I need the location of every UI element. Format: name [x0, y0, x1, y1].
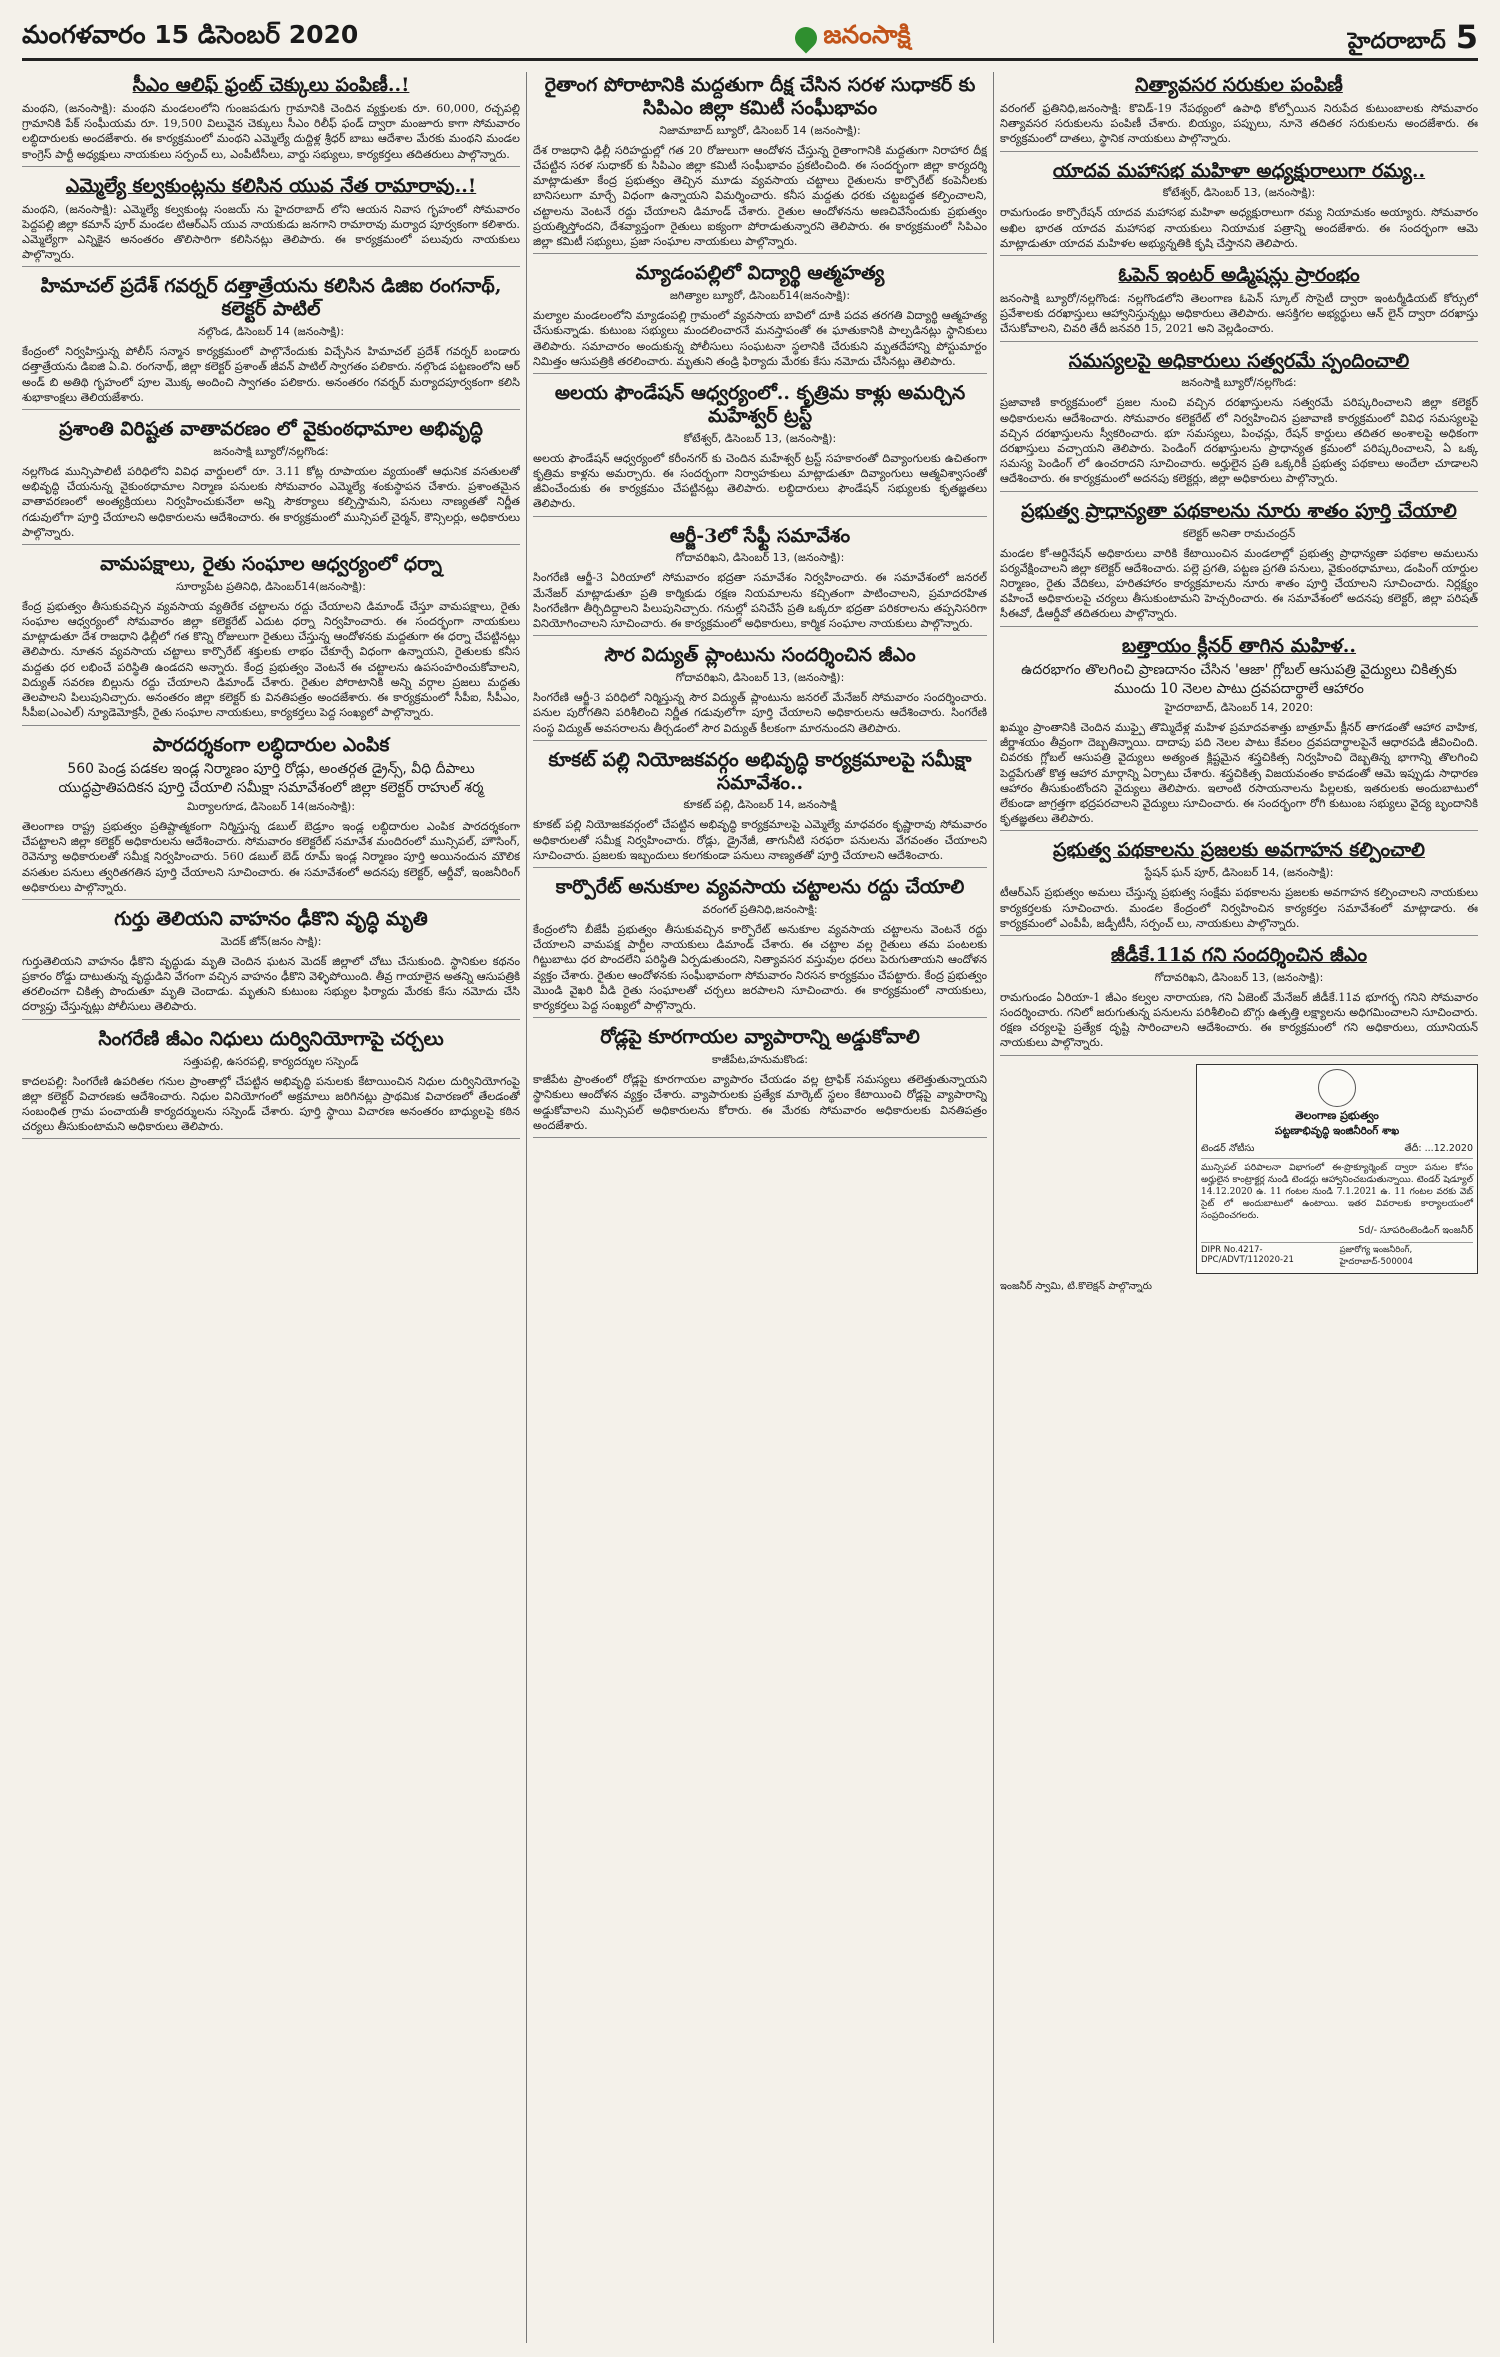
paper-name: జనంసాక్షి — [823, 20, 911, 49]
notice-department: పట్టణాభివృద్ధి ఇంజినీరింగ్ శాఖ — [1274, 1124, 1400, 1137]
notice-ref: DIPR No.4217-DPC/ADVT/112020-21 — [1201, 1245, 1294, 1266]
article-body: సింగరేణి ఆర్జీ-3 పరిధిలో నిర్మిస్తున్న సౌర విద్యుత్ ప్లాంటును జనరల్ మేనేజర్ సోమవారం సందర్శించారు. పనుల పురోగతిని పరిశీలించి నిర్ణీత గడువులోగా పూర్తి చేయాలని అధికారులను ఆదేశించారు. సింగరేణి సంస్థ విద్యుత్ అవసరాలను తీర్చడంలో సౌర విద్యుత్ కీలకంగా మారనుందని తెలిపారు. — [533, 691, 987, 735]
page-number: 5 — [1455, 17, 1478, 56]
column-center — [533, 72, 987, 2343]
article-dateline: కోటేశ్వర్, డిసెంబర్ 13, (జనంసాక్షి): — [1162, 186, 1316, 200]
article-headline: సమస్యలపై అధికారులు సత్వరమే స్పందించాలి — [1068, 349, 1410, 372]
notice-office: ప్రజారోగ్య ఇంజనీరింగ్, హైదరాబాద్-500004 — [1339, 1245, 1413, 1268]
news-article — [533, 262, 987, 374]
article-dateline: గోదావరిఖని, డిసెంబర్ 13, (జనంసాక్షి): — [675, 671, 845, 685]
article-headline: వామపక్షాలు, రైతు సంఘాల ఆధ్వర్యంలో ధర్నా — [100, 552, 442, 575]
news-article — [1000, 944, 1478, 1056]
page-header — [22, 18, 1478, 61]
article-headline: గుర్తు తెలియని వాహనం ఢీకొని వృద్ధి మృతి — [114, 907, 428, 930]
article-headline: రోడ్లపై కూరగాయల వ్యాపారాన్ని అడ్డుకోవాలి — [600, 1026, 920, 1049]
article-credit: ఇంజనీర్ స్వామి, టి.కొలెక్షన్ పాల్గొన్నారు — [1000, 1281, 1153, 1293]
column-right — [1000, 72, 1478, 2343]
news-article — [22, 553, 520, 726]
article-dateline: సూర్యాపేట ప్రతినిధి, డిసెంబర్14(జనంసాక్షి): — [175, 579, 367, 593]
article-dateline: నల్గొండ, డిసెంబర్ 14 (జనంసాక్షి): — [197, 325, 345, 339]
news-article — [533, 749, 987, 868]
article-body: కాజీపేట ప్రాంతంలో రోడ్లపై కూరగాయల వ్యాపారం చేయడం వల్ల ట్రాఫిక్ సమస్యలు తలెత్తుతున్నాయని స్థానికులు ఆందోళన వ్యక్తం చేశారు. వ్యాపారులకు ప్రత్యేక మార్కెట్ స్థలం కేటాయించి రోడ్లపై వ్యాపారాన్ని అడ్డుకోవాలని మున్సిపల్ అధికారులను కోరారు. ఈ మేరకు సోమవారం అధికారులకు వినతిపత్రం అందజేశారు. — [533, 1073, 987, 1132]
government-seal-icon — [1318, 1069, 1356, 1107]
article-subhead: ఉదరభాగం తొలగించి ప్రాణదానం చేసిన 'ఆజా' గ్లోబల్ ఆసుపత్రి వైద్యులు చికిత్సకు ముందు 10 నెలల పాటు ద్రవపదార్థాలే ఆహారం — [1021, 662, 1457, 697]
article-dateline: స్టేషన్ ఘన్ పూర్, డిసెంబర్ 14, (జనంసాక్షి): — [1144, 866, 1334, 880]
article-headline: జీడీకే.11వ గని సందర్శించిన జీఎం — [1111, 943, 1367, 966]
article-dateline: కాజీపేట,హనుమకొండ: — [712, 1053, 808, 1067]
tender-notice — [1196, 1064, 1478, 1275]
header-right — [1348, 18, 1478, 59]
article-headline: రైతాంగ పోరాటానికి మద్దతుగా దీక్ష చేసిన సరళ సుధాకర్ కు సిపిఎం జిల్లా కమిటీ సంఘీభావం — [544, 74, 976, 119]
article-body: కేంద్రంలో నిర్వహిస్తున్న పోలీస్ సన్మాన కార్యక్రమంలో పాల్గొనేందుకు విచ్చేసిన హిమాచల్ ప్రదేశ్ గవర్నర్ బండారు దత్తాత్రేయను డిఐజి ఏ.వి. రంగనాథ్, జిల్లా కలెక్టర్ ప్రశాంత్ జీవన్ పాటిల్ స్వాగతం పలికారు. నల్గొండ పట్టణంలోని ఆర్ అండ్ బి అతిథి గృహంలో పూల మొక్క అందించి స్వాగతం పలికారు. అనంతరం గవర్నర్ మర్యాదపూర్వకంగా కలిసి శుభాకాంక్షలు తెలియజేశారు. — [22, 345, 520, 404]
article-dateline: జనంసాక్షి బ్యూరో/నల్లగొండ: — [1181, 376, 1297, 390]
article-body: ప్రజావాణి కార్యక్రమంలో ప్రజల నుంచి వచ్చిన దరఖాస్తులను సత్వరమే పరిష్కరించాలని జిల్లా కలెక్టర్ అధికారులను ఆదేశించారు. సోమవారం కలెక్టరేట్ లో నిర్వహించిన ప్రజావాణి కార్యక్రమంలో వివిధ సమస్యలపై వచ్చిన దరఖాస్తులను స్వీకరించారు. భూ సమస్యలు, పింఛన్లు, రేషన్ కార్డులు తదితర అంశాలపై అధికంగా దరఖాస్తులు వచ్చాయని తెలిపారు. పెండింగ్ దరఖాస్తులను ప్రాధాన్యత క్రమంలో పరిష్కరించాలని, ఏ ఒక్క సమస్య పెండింగ్ లో ఉంచరాదని సూచించారు. అర్హులైన ప్రతి ఒక్కరికీ ప్రభుత్వ పథకాలు అందేలా చూడాలని ఆదేశించారు. ఈ కార్యక్రమంలో అదనపు కలెక్టర్లు, జిల్లా అధికారులు పాల్గొన్నారు. — [1000, 396, 1478, 486]
news-article — [22, 734, 520, 900]
notice-number: టెండర్ నోటీసు — [1201, 1142, 1255, 1154]
article-headline: ప్రశాంతి విరిష్టత వాతావరణం లో వైకుంఠధామాల అభివృద్ధి — [59, 418, 483, 440]
article-dateline: వరంగల్ ప్రతినిధి,జనంసాక్షి: — [702, 902, 818, 916]
news-article — [533, 876, 987, 1018]
article-body: ఖమ్మం ప్రాంతానికి చెందిన ముఫ్పై తొమ్మిదేళ్ల మహిళ ప్రమాదవశాత్తు బాత్రూమ్ క్లీనర్ తాగడంతో ఆహార వాహిక, జీర్ణాశయం తీవ్రంగా దెబ్బతిన్నాయి. దాదాపు పది నెలల పాటు కేవలం ద్రవపదార్థాలపైనే ఆధారపడి జీవించింది. చివరకు గ్లోబల్ ఆసుపత్రి వైద్యులు అత్యంత క్లిష్టమైన శస్త్రచికిత్స నిర్వహించి దెబ్బతిన్న భాగాన్ని తొలగించి పెద్దపేగుతో కొత్త ఆహార మార్గాన్ని ఏర్పాటు చేశారు. శస్త్రచికిత్స విజయవంతం కావడంతో ఆమె ఇప్పుడు సాధారణ ఆహారం తీసుకుంటోందని వైద్యులు తెలిపారు. ఇలాంటి రసాయనాలను పిల్లలకు, ఇతరులకు అందుబాటులో లేకుండా జాగ్రత్తగా భద్రపరచాలని వైద్యులు సూచించారు. ఈ సందర్భంగా రోగి కుటుంబ సభ్యులు వైద్య బృందానికి కృతజ్ఞతలు తెలిపారు. — [1000, 720, 1478, 826]
article-body: రామగుండం కార్పొరేషన్ యాదవ మహాసభ మహిళా అధ్యక్షురాలుగా రమ్య నియామకం అయ్యారు. సోమవారం అఖిల భారత యాదవ మహాసభ నాయకులు నియామక పత్రాన్ని అందజేశారు. ఈ సందర్భంగా ఆమె మాట్లాడుతూ యాదవ మహిళల అభ్యున్నతికి కృషి చేస్తానని తెలిపారు. — [1000, 206, 1478, 250]
article-body: కాదలపల్లి: సింగరేణి ఉపరితల గనుల ప్రాంతాల్లో చేపట్టిన అభివృద్ధి పనులకు కేటాయించిన నిధుల దుర్వినియోగంపై జిల్లా కలెక్టర్ విచారణకు ఆదేశించారు. నిధుల వినియోగంలో అక్రమాలు జరిగినట్లు ప్రాథమిక విచారణలో తేలడంతో సంబంధిత గ్రామ పంచాయతీ కార్యదర్శులను సస్పెండ్ చేశారు. పూర్తి స్థాయి విచారణ అనంతరం బాధ్యులపై కఠిన చర్యలు తీసుకుంటామని అధికారులు తెలిపారు. — [22, 1074, 520, 1134]
article-subhead: 560 పెండ్ర పడకల ఇండ్ల నిర్మాణం పూర్తి రోడ్లు, అంతర్గత డ్రైన్స్, వీధి దీపాలు యుద్ధప్రాతిపదికన పూర్తి చేయాలి సమీక్షా సమావేశంలో జిల్లా కలెక్టర్ రాహుల్ శర్మ — [58, 761, 484, 796]
article-dateline: మెదక్ జోన్(జనం సాక్షి): — [220, 934, 322, 948]
article-dateline: కోటేశ్వర్, డిసెంబర్ 13, (జనంసాక్షి): — [683, 431, 837, 445]
article-body: కేంద్ర ప్రభుత్వం తీసుకువచ్చిన వ్యవసాయ వ్యతిరేక చట్టాలను రద్దు చేయాలని డిమాండ్ చేస్తూ వామపక్షాలు, రైతు సంఘాల ఆధ్వర్యంలో సోమవారం జిల్లా కలెక్టరేట్ ఎదుట ధర్నా నిర్వహించారు. ఈ సందర్భంగా నాయకులు మాట్లాడుతూ దేశ రాజధాని ఢిల్లీలో గత కొన్ని రోజులుగా రైతులు చేస్తున్న ఆందోళనకు మద్దతుగా ఈ ధర్నా చేపట్టినట్లు తెలిపారు. నూతన వ్యవసాయ చట్టాలు కార్పొరేట్ శక్తులకు లాభం చేకూర్చే విధంగా ఉన్నాయని, రైతులకు కనీస మద్దతు ధర లభించే పరిస్థితి ఉండదని అన్నారు. కేంద్ర ప్రభుత్వం వెంటనే ఈ చట్టాలను ఉపసంహరించుకోవాలని, విద్యుత్ సవరణ బిల్లును రద్దు చేయాలని డిమాండ్ చేశారు. రైతుల పోరాటానికి అన్ని వర్గాల ప్రజలు మద్దతు తెలపాలని పిలుపునిచ్చారు. అనంతరం జిల్లా కలెక్టర్ కు వినతిపత్రం అందజేశారు. ఈ కార్యక్రమంలో సీపీఐ, సీపీఎం, సీపీఐ(ఎంఎల్) న్యూడెమోక్రసీ, రైతు సంఘాల నాయకులు, కార్యకర్తలు పెద్ద సంఖ్యలో పాల్గొన్నారు. — [22, 599, 520, 720]
notice-date: తేదీ: ...12.2020 — [1404, 1142, 1473, 1154]
news-article — [533, 644, 987, 741]
article-dateline: నిజామాబాద్ బ్యూరో, డిసెంబర్ 14 (జనంసాక్షి): — [659, 123, 861, 137]
article-dateline: గోదావరిఖని, డిసెంబర్ 13, (జనంసాక్షి): — [675, 551, 845, 565]
article-body: మంథని, (జనంసాక్షి): ఎమ్మెల్యే కల్వకుంట్ల సంజయ్ ను హైదరాబాద్ లోని ఆయన నివాస గృహంలో సోమవారం పెద్దపల్లి జిల్లా కమాన్ పూర్ మండల టిఆర్ఎస్ యువ నాయకుడు జనగాని రామారావు మర్యాద పూర్వకంగా కలిశారు. ఎమ్మెల్యేగా ఎన్నికైన అనంతరం తొలిసారిగా కలిసినట్లు తెలిపారు. ఈ కార్యక్రమంలో పలువురు నాయకులు పాల్గొన్నారు. — [22, 202, 520, 262]
notice-footer — [1201, 1242, 1473, 1269]
article-headline: ఆర్జీ-3లో సేఫ్టీ సమావేశం — [669, 524, 851, 547]
article-body: టీఆర్ఎస్ ప్రభుత్వం అమలు చేస్తున్న ప్రభుత్వ సంక్షేమ పథకాలను ప్రజలకు అవగాహన కల్పించాలని నాయకులు కార్యకర్తలకు సూచించారు. మండల కేంద్రంలో నిర్వహించిన కార్యకర్తల సమావేశంలో మాట్లాడారు. ఈ కార్యక్రమంలో ఎంపీపీ, జడ్పీటీసీ, సర్పంచ్ లు, నాయకులు పాల్గొన్నారు. — [1000, 886, 1478, 930]
article-body: తెలంగాణ రాష్ట్ర ప్రభుత్వం ప్రతిష్టాత్మకంగా నిర్మిస్తున్న డబుల్ బెడ్రూం ఇండ్ల లబ్ధిదారుల ఎంపిక పారదర్శకంగా చేపట్టాలని జిల్లా కలెక్టర్ అధికారులను ఆదేశించారు. సోమవారం కలెక్టరేట్ సమావేశ మందిరంలో మున్సిపల్, హౌసింగ్, రెవెన్యూ అధికారులతో సమీక్ష నిర్వహించారు. 560 డబుల్ బెడ్ రూమ్ ఇండ్ల నిర్మాణం పూర్తి అయినందున మౌలిక వసతుల పనులు త్వరితగతిన పూర్తి చేయాలని సూచించారు. ఈ సమావేశంలో అదనపు కలెక్టర్, ఆర్డీవో, ఇంజనీరింగ్ అధికారులు పాల్గొన్నారు. — [22, 819, 520, 894]
article-headline: కార్పొరేట్ అనుకూల వ్యవసాయ చట్టాలను రద్దు చేయాలి — [555, 876, 965, 899]
article-body: మంథని, (జనంసాక్షి): మంథని మండలంలోని గుంజపడుగు గ్రామానికి చెందిన వ్యక్తులకు రూ. 60,000, రచ్చపల్లి గ్రామానికి పేక్ సంఘీయమ రూ. 19,500 విలువైన చెక్కులు సీఎం రిలీఫ్ ఫండ్ ద్వారా మంజూరు కాగా సోమవారం లబ్ధిదారులకు అందజేశారు. ఈ కార్యక్రమంలో మంథని ఎమ్మెల్యే దుద్దిళ్ల శ్రీధర్ బాబు ఆదేశాల మేరకు మంథని మండల కాంగ్రెస్ పార్టీ అధ్యక్షులు నాయకులు సర్పంచ్ లు, ఎంపీటీసీలు, వార్డు సభ్యులు, కార్యకర్తలు తదితరులు పాల్గొన్నారు. — [22, 101, 520, 161]
news-article — [1000, 264, 1478, 342]
article-dateline: గోదావరిఖని, డిసెంబర్ 13, (జనంసాక్షి): — [1154, 970, 1324, 984]
article-body: దేశ రాజధాని ఢిల్లీ సరిహద్దుల్లో గత 20 రోజులుగా ఆందోళన చేస్తున్న రైతాంగానికి మద్దతుగా నిరాహార దీక్ష చేపట్టిన సరళ సుధాకర్ కు సిపిఎం జిల్లా కమిటీ సంఘీభావం ప్రకటించింది. ఈ సందర్భంగా జిల్లా కార్యదర్శి మాట్లాడుతూ కేంద్ర ప్రభుత్వం తెచ్చిన మూడు వ్యవసాయ చట్టాలు రైతులను కార్పొరేట్ కంపెనీలకు బానిసలుగా మార్చే విధంగా ఉన్నాయని విమర్శించారు. కనీస మద్దతు ధరకు చట్టబద్ధత కల్పించాలని, చట్టాలను వెంటనే రద్దు చేయాలని డిమాండ్ చేశారు. రైతుల ఆందోళనను అణచివేసేందుకు ప్రభుత్వం ప్రయత్నిస్తోందని, దేశవ్యాప్తంగా రైతులు ఐక్యంగా పోరాడుతున్నారని తెలిపారు. ఈ కార్యక్రమంలో సిపిఎం జిల్లా కమిటీ సభ్యులు, ప్రజా సంఘాల నాయకులు పాల్గొన్నారు. — [533, 143, 987, 248]
notice-signatory: Sd/- సూపరింటెండింగ్ ఇంజనీర్ — [1358, 1225, 1473, 1237]
article-headline: కూకట్ పల్లి నియోజకవర్గం అభివృద్ధి కార్యక్రమాలపై సమీక్షా సమావేశం.. — [548, 748, 972, 794]
article-headline: యాదవ మహాసభ మహిళా అధ్యక్షురాలుగా రమ్య.. — [1052, 159, 1426, 182]
news-article — [1000, 839, 1478, 936]
article-dateline: సత్తుపల్లి, ఉసరపల్లి, కార్యదర్శుల సస్పెండ్ — [183, 1054, 359, 1068]
column-left — [22, 72, 520, 2343]
news-article — [22, 418, 520, 545]
article-headline: పారదర్శకంగా లబ్ధిదారుల ఎంపిక — [152, 733, 390, 756]
article-body: నల్లగొండ మున్సిపాలిటీ పరిధిలోని వివిధ వార్డులలో రూ. 3.11 కోట్ల రూపాయల వ్యయంతో ఆధునిక వసతులతో అభివృద్ధి చేయనున్న వైకుంఠధామాల నిర్మాణ పనులకు సోమవారం ఎమ్మెల్యే శంకుస్థాపన చేశారు. ప్రశాంతమైన వాతావరణంలో అంత్యక్రియలు నిర్వహించుకునేలా అన్ని సౌకర్యాలు కల్పిస్తామని, పనులు నాణ్యతతో నిర్ణీత గడువులోగా పూర్తి చేయాలని అధికారులను ఆదేశించారు. ఈ కార్యక్రమంలో మున్సిపల్ చైర్మన్, కౌన్సిలర్లు, అధికారులు పాల్గొన్నారు. — [22, 464, 520, 539]
news-article — [1000, 500, 1478, 627]
column-divider — [993, 72, 994, 2343]
leaf-icon — [791, 22, 822, 53]
article-body: మండల కో-ఆర్డినేషన్ అధికారులు వారికి కేటాయించిన మండలాల్లో ప్రభుత్వ ప్రాధాన్యతా పథకాల అమలును పర్యవేక్షించాలని జిల్లా కలెక్టర్ ఆదేశించారు. పల్లె ప్రగతి, పట్టణ ప్రగతి పనులు, వైకుంఠధామాలు, డంపింగ్ యార్డుల నిర్మాణం, రైతు వేదికలు, హరితహారం కార్యక్రమాలను నూరు శాతం పూర్తి చేయాలని సూచించారు. నిర్లక్ష్యం వహించే అధికారులపై చర్యలు తీసుకుంటామని హెచ్చరించారు. ఈ సమావేశంలో అదనపు కలెక్టర్, జిల్లా పరిషత్ సీఈవో, డీఆర్డీవో తదితరులు పాల్గొన్నారు. — [1000, 546, 1478, 621]
article-headline: అలయ ఫౌండేషన్ ఆధ్వర్యంలో.. కృత్రిమ కాళ్లు అమర్చిన మహేశ్వర్ ట్రస్ట్ — [554, 381, 966, 427]
article-body: జనంసాక్షి బ్యూరో/నల్లగొండ: నల్లగొండలోని తెలంగాణ ఓపెన్ స్కూల్ సొసైటీ ద్వారా ఇంటర్మీడియట్ కోర్సులో ప్రవేశాలకు దరఖాస్తులు ఆహ్వానిస్తున్నట్లు అధికారులు తెలిపారు. ఆసక్తిగల అభ్యర్థులు ఆన్ లైన్ ద్వారా దరఖాస్తు చేసుకోవాలని, చివరి తేదీ జనవరి 15, 2021 అని వెల్లడించారు. — [1000, 291, 1478, 336]
article-headline: హిమాచల్ ప్రదేశ్ గవర్నర్ దత్తాత్రేయను కలిసిన డిజిఐ రంగనాథ్, కలెక్టర్ పాటిల్ — [40, 275, 502, 321]
news-article — [22, 175, 520, 268]
article-dateline: హైదరాబాద్, డిసెంబర్ 14, 2020: — [1164, 700, 1314, 714]
column-divider — [526, 72, 527, 2343]
news-article — [22, 908, 520, 1020]
article-body: కేంద్రంలోని బీజేపీ ప్రభుత్వం తీసుకువచ్చిన కార్పొరేట్ అనుకూల వ్యవసాయ చట్టాలను వెంటనే రద్దు చేయాలని వామపక్ష పార్టీల నాయకులు డిమాండ్ చేశారు. ఈ చట్టాల వల్ల రైతులు తమ పంటలకు గిట్టుబాటు ధర పొందలేని పరిస్థితి ఏర్పడుతుందని, నిత్యావసర వస్తువుల ధరలు పెరుగుతాయని ఆందోళన వ్యక్తం చేశారు. రైతుల ఆందోళనకు సంఘీభావంగా సోమవారం నిరసన కార్యక్రమం చేపట్టారు. కేంద్ర ప్రభుత్వం మొండి వైఖరి వీడి రైతు సంఘాలతో చర్చలు జరపాలని సూచించారు. ఈ కార్యక్రమంలో నాయకులు, కార్యకర్తలు పెద్ద సంఖ్యలో పాల్గొన్నారు. — [533, 922, 987, 1012]
article-body: వరంగల్ ఫ్రతినిధి,జనంసాక్షి: కొవిడ్-19 నేపథ్యంలో ఉపాధి కోల్పోయిన నిరుపేద కుటుంబాలకు సోమవారం నిత్యావసర సరుకులను పంపిణీ చేశారు. బియ్యం, పప్పులు, నూనె తదితర సరుకులను అందజేశారు. ఈ కార్యక్రమంలో దాతలు, స్థానిక నాయకులు పాల్గొన్నారు. — [1000, 101, 1478, 146]
article-dateline: జగిత్యాల బ్యూరో, డిసెంబర్14(జనంసాక్షి): — [669, 289, 851, 303]
news-article — [1000, 350, 1478, 492]
article-headline: సౌర విద్యుత్ ప్లాంటును సందర్శించిన జీఎం — [604, 644, 916, 667]
article-headline: ప్రభుత్వ పథకాలను ప్రజలకు అవగాహన కల్పించాలి — [1053, 839, 1425, 862]
article-body: గుర్తుతెలియని వాహనం ఢీకొని వృద్ధుడు మృతి చెందిన ఘటన మెదక్ జిల్లాలో చోటు చేసుకుంది. స్థానికుల కథనం ప్రకారం రోడ్డు దాటుతున్న వృద్ధుడిని వేగంగా వచ్చిన వాహనం ఢీకొని వెళ్ళిపోయింది. తీవ్ర గాయాలైన అతన్ని ఆసుపత్రికి తరలించగా చికిత్స పొందుతూ మృతి చెందాడు. మృతుని కుటుంబ సభ్యుల ఫిర్యాదు మేరకు కేసు నమోదు చేసి దర్యాప్తు చేస్తున్నట్లు పోలీసులు తెలిపారు. — [22, 954, 520, 1014]
article-body: కూకట్ పల్లి నియోజకవర్గంలో చేపట్టిన అభివృద్ధి కార్యక్రమాలపై ఎమ్మెల్యే మాధవరం కృష్ణారావు సోమవారం అధికారులతో సమీక్ష నిర్వహించారు. రోడ్లు, డ్రైనేజీ, తాగునీటి సరఫరా పనులను వేగవంతం చేయాలని సూచించారు. ప్రజలకు ఇబ్బందులు కలగకుండా పనులు నాణ్యతతో పూర్తి చేయాలని ఆదేశించారు. — [533, 818, 987, 862]
article-headline: బత్తాయం క్లీనర్ తాగిన మహిళ.. — [1121, 634, 1357, 657]
news-article — [533, 1026, 987, 1138]
news-article — [1000, 635, 1478, 832]
news-article — [22, 275, 520, 410]
issue-date: మంగళవారం 15 డిసెంబర్ 2020 — [22, 20, 359, 49]
news-article — [22, 1028, 520, 1140]
notice-body: మున్సిపల్ పరిపాలనా విభాగంలో ఈ-ప్రొక్యూర్మెంట్ ద్వారా పనుల కోసం అర్హులైన కాంట్రాక్టర్ల నుండి టెండర్లు ఆహ్వానించబడుతున్నాయి. టెండర్ షెడ్యూల్ 14.12.2020 ఉ. 11 గంటల నుండి 7.1.2021 ఉ. 11 గంటల వరకు వెబ్ సైట్ లో అందుబాటులో ఉంటాయి. ఇతర వివరాలకు కార్యాలయంలో సంప్రదించగలరు. — [1201, 1162, 1473, 1222]
article-headline: నిత్యావసర సరుకుల పంపిణీ — [1135, 74, 1343, 96]
article-headline: మ్యాడంపల్లిలో విద్యార్థి ఆత్మహత్య — [635, 262, 885, 285]
news-article — [533, 74, 987, 254]
article-dateline: కూకట్ పల్లి, డిసెంబర్ 14, జనంసాక్షి — [683, 798, 837, 812]
article-headline: సింగరేణి జీఎం నిధులు దుర్వినియోగాపై చర్చలు — [98, 1027, 444, 1050]
news-article — [533, 382, 987, 517]
article-body: సింగరేణి ఆర్జీ-3 ఏరియాలో సోమవారం భద్రతా సమావేశం నిర్వహించారు. ఈ సమావేశంలో జనరల్ మేనేజర్ మాట్లాడుతూ ప్రతి కార్మికుడు రక్షణ నియమాలను కచ్చితంగా పాటించాలని, ప్రమాదరహిత సింగరేణిగా తీర్చిదిద్దాలని పిలుపునిచ్చారు. గనుల్లో పనిచేసే ప్రతి ఒక్కరూ భద్రతా పరికరాలను తప్పనిసరిగా వినియోగించాలని సూచించారు. ఈ కార్యక్రమంలో అధికారులు, కార్మిక సంఘాల నాయకులు పాల్గొన్నారు. — [533, 571, 987, 630]
article-headline: సీఎం ఆలిఫ్ ఫ్రంట్ చెక్కులు పంపిణీ..! — [132, 74, 410, 96]
news-article — [533, 525, 987, 637]
article-body: మల్యాల మండలంలోని మ్యాడంపల్లి గ్రామంలో వ్యవసాయ బావిలో దూకి పదవ తరగతి విద్యార్థి ఆత్మహత్య చేసుకున్నాడు. కుటుంబ సభ్యులు మందలించారనే మనస్తాపంతో ఈ ఘాతుకానికి పాల్పడినట్లు స్థానికులు తెలిపారు. సమాచారం అందుకున్న పోలీసులు సంఘటనా స్థలానికి చేరుకుని మృతదేహాన్ని పోస్టుమార్టం నిమిత్తం ఆసుపత్రికి తరలించారు. మృతుని తండ్రి ఫిర్యాదు మేరకు కేసు నమోదు చేసినట్లు తెలిపారు. — [533, 309, 987, 368]
article-headline: ఎమ్మెల్యే కల్వకుంట్లను కలిసిన యువ నేత రామారావు..! — [65, 174, 477, 197]
article-body: రామగుండం ఏరియా-1 జీఎం కల్వల నారాయణ, గని ఏజెంట్ మేనేజర్ జీడీకే.11వ భూగర్భ గనిని సోమవారం సందర్శించారు. గనిలో జరుగుతున్న పనులను పరిశీలించి బొగ్గు ఉత్పత్తి లక్ష్యాలను అధిగమించాలని సూచించారు. రక్షణ చర్యలపై ప్రత్యేక దృష్టి సారించాలని ఆదేశించారు. ఈ కార్యక్రమంలో గని అధికారులు, యూనియన్ నాయకులు పాల్గొన్నారు. — [1000, 990, 1478, 1050]
news-article — [22, 74, 520, 167]
news-article — [1000, 160, 1478, 257]
notice-meta — [1201, 1143, 1473, 1159]
article-dateline: మిర్యాలగూడ, డిసెంబర్ 14(జనంసాక్షి): — [186, 799, 356, 813]
article-dateline: కలెక్టర్ అనితా రామచంద్రన్ — [1182, 526, 1296, 540]
article-body: అలయ ఫౌండేషన్ ఆధ్వర్యంలో కరీంనగర్ కు చెందిన మహేశ్వర్ ట్రస్ట్ సహకారంతో దివ్యాంగులకు ఉచితంగా కృత్రిమ కాళ్లను అమర్చారు. ఈ సందర్భంగా నిర్వాహకులు మాట్లాడుతూ దివ్యాంగులు ఆత్మవిశ్వాసంతో జీవించేందుకు ఈ కార్యక్రమం చేపట్టినట్లు తెలిపారు. లబ్ధిదారులు ఫౌండేషన్ సభ్యులకు కృతజ్ఞతలు తెలిపారు. — [533, 451, 987, 511]
article-dateline: జనంసాక్షి బ్యూరో/నల్లగొండ: — [213, 444, 329, 458]
notice-header: తెలంగాణ ప్రభుత్వం — [1295, 1108, 1379, 1122]
article-headline: ప్రభుత్వ ప్రాధాన్యతా పథకాలను నూరు శాతం పూర్తి చేయాలి — [1021, 499, 1457, 522]
edition-city: హైదరాబాద్ — [1347, 28, 1446, 54]
masthead-logo — [795, 20, 910, 56]
article-headline: ఓపెన్ ఇంటర్ అడ్మిషన్లు ప్రారంభం — [1118, 264, 1360, 286]
news-article — [1000, 74, 1478, 152]
